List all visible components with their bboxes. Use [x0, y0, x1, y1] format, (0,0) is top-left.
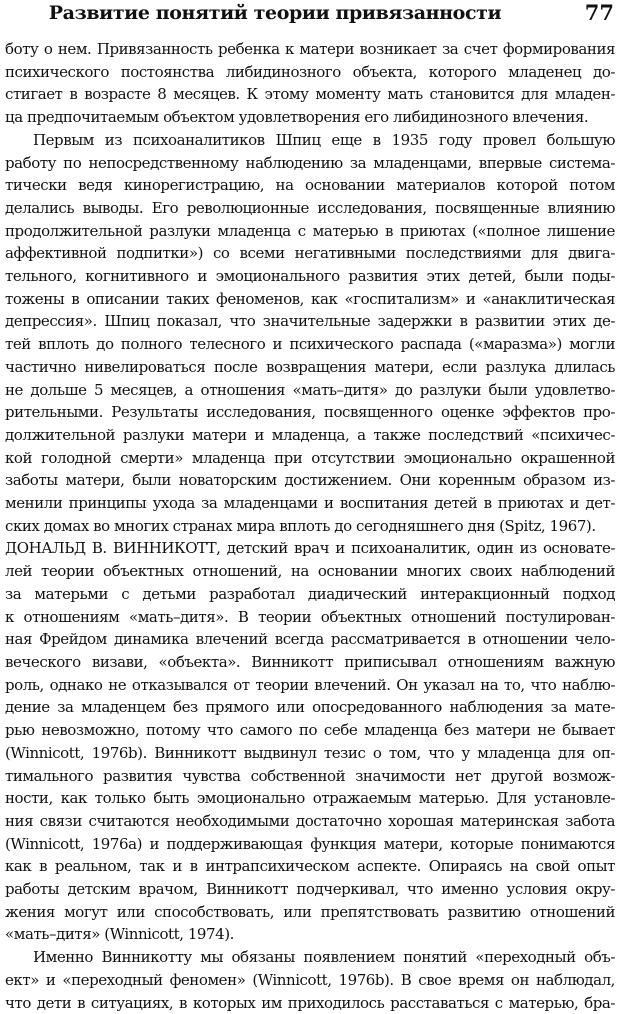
- text-line: частично нивелироваться после возвращения матери, если разлука длилась: [5, 357, 615, 376]
- text-line: рительными. Результаты исследования, посвященного оценке эффектов про-: [5, 403, 615, 422]
- text-line: (Winnicott, 1976b). Винникотт выдвинул тезис о том, что у младенца для оп-: [5, 743, 615, 762]
- text-line: психического постоянства либидинозного объекта, которого младенец до-: [5, 62, 615, 81]
- text-line: менили принципы ухода за младенцами и воспитания детей в приютах и дет-: [5, 494, 615, 513]
- text-line: тельного, когнитивного и эмоционального развития этих детей, были поды-: [5, 267, 615, 286]
- page-number: 77: [584, 0, 614, 25]
- text-line: (Winnicott, 1976a) и поддерживающая функция матери, которые понимаются: [5, 834, 615, 853]
- text-line: как в реальном, так и в интрапсихическом аспекте. Опираясь на свой опыт: [5, 857, 615, 876]
- text-line: к отношениям «мать–дитя». В теории объектных отношений постулирован-: [5, 607, 615, 626]
- text-line: жения могут или способствовать, или препятствовать развитию отношений: [5, 902, 615, 921]
- text-line: ских домах во многих странах мира вплоть до сегодняшнего дня (Spitz, 1967).: [5, 516, 596, 535]
- text-line: боту о нем. Привязанность ребенка к матери возникает за счет формирования: [5, 40, 615, 58]
- running-title: Развитие понятий теории привязанности: [48, 2, 502, 24]
- text-line: дение за младенцем без прямого или опосредованного наблюдения за мате-: [5, 698, 615, 717]
- text-line: кой голодной смерти» младенца при отсутствии эмоционально окрашенной: [5, 448, 615, 467]
- text-line: должительной разлуки матери и младенца, а также последствий «психичес-: [5, 425, 615, 444]
- text-line: продолжительной разлуки младенца с матерью в приютах («полное лишение: [5, 221, 615, 240]
- paragraph-p4: [5, 946, 615, 1014]
- paragraph-p2: [5, 129, 615, 538]
- text-line: аффективной подпитки») со всеми негативными последствиями для двига-: [5, 244, 615, 263]
- text-line: заботы матери, были новаторским достижением. Они коренным образом из-: [5, 471, 615, 490]
- text-line: за матерьми с детьми разработал диадический интеракционный подход: [5, 584, 615, 603]
- text-line: Именно Винникотту мы обязаны появлением понятий «переходный объ-: [33, 948, 615, 967]
- text-line: тей вплоть до полного телесного и психического распада («маразма») могли: [5, 335, 615, 354]
- paragraph-p1: [5, 38, 615, 129]
- text-line: стигает в возрасте 8 месяцев. К этому моменту мать становится для младен-: [5, 85, 615, 104]
- text-line: тожены в описании таких феноменов, как «госпитализм» и «анаклитическая: [5, 289, 615, 308]
- text-line: работы детским врачом, Винникотт подчеркивал, что именно условия окру-: [5, 880, 615, 899]
- text-line: ект» и «переходный феномен» (Winnicott, 1976b). В свое время он наблюдал,: [5, 970, 615, 989]
- page-body-text: [5, 38, 615, 1014]
- text-line: лей теории объектных отношений, на основании многих своих наблюдений: [5, 562, 615, 581]
- text-line: веческого визави, «объекта». Винникотт приписывал отношениям важную: [5, 652, 615, 671]
- paragraph-p3: [5, 537, 615, 946]
- text-line: ДОНАЛЬД В. ВИННИКОТТ, детский врач и психоаналитик, один из основате-: [5, 539, 615, 558]
- text-line: не дольше 5 месяцев, а отношения «мать–дитя» до разлуки были удовлетво-: [5, 380, 615, 399]
- text-line: «мать–дитя» (Winnicott, 1974).: [5, 925, 234, 944]
- text-line: ная Фрейдом динамика влечений всегда рассматривается в отношении чело-: [5, 630, 615, 649]
- text-line: рью невозможно, потому что самого по себе младенца без матери не бывает: [5, 721, 615, 740]
- text-line: делались выводы. Его революционные исследования, посвященные влиянию: [5, 198, 615, 217]
- running-header: [0, 0, 620, 32]
- text-line: депрессия». Шпиц показал, что значительные задержки в развитии этих де-: [5, 312, 615, 331]
- text-line: тически ведя кинорегистрацию, на основании материалов которой потом: [5, 176, 615, 195]
- text-line: тимального развития чувства собственной значимости нет другой возмож-: [5, 766, 615, 785]
- text-line: Первым из психоаналитиков Шпиц еще в 1935 году провел большую: [33, 130, 615, 149]
- text-line: роль, однако не отказывался от теории влечений. Он указал на то, что наблю-: [5, 675, 615, 694]
- text-line: ности, как только быть эмоционально отражаемым матерью. Для установле-: [5, 789, 615, 808]
- text-line: работу по непосредственному наблюдению за младенцами, впервые системa-: [5, 153, 615, 172]
- text-line: ния связи считаются необходимыми достаточно хорошая материнская забота: [5, 811, 615, 830]
- text-line: что дети в ситуациях, в которых им приходилось расставаться с матерью, бра-: [5, 993, 615, 1012]
- text-line: ца предпочитаемым объектом удовлетворения его либидинозного влечения.: [5, 108, 589, 127]
